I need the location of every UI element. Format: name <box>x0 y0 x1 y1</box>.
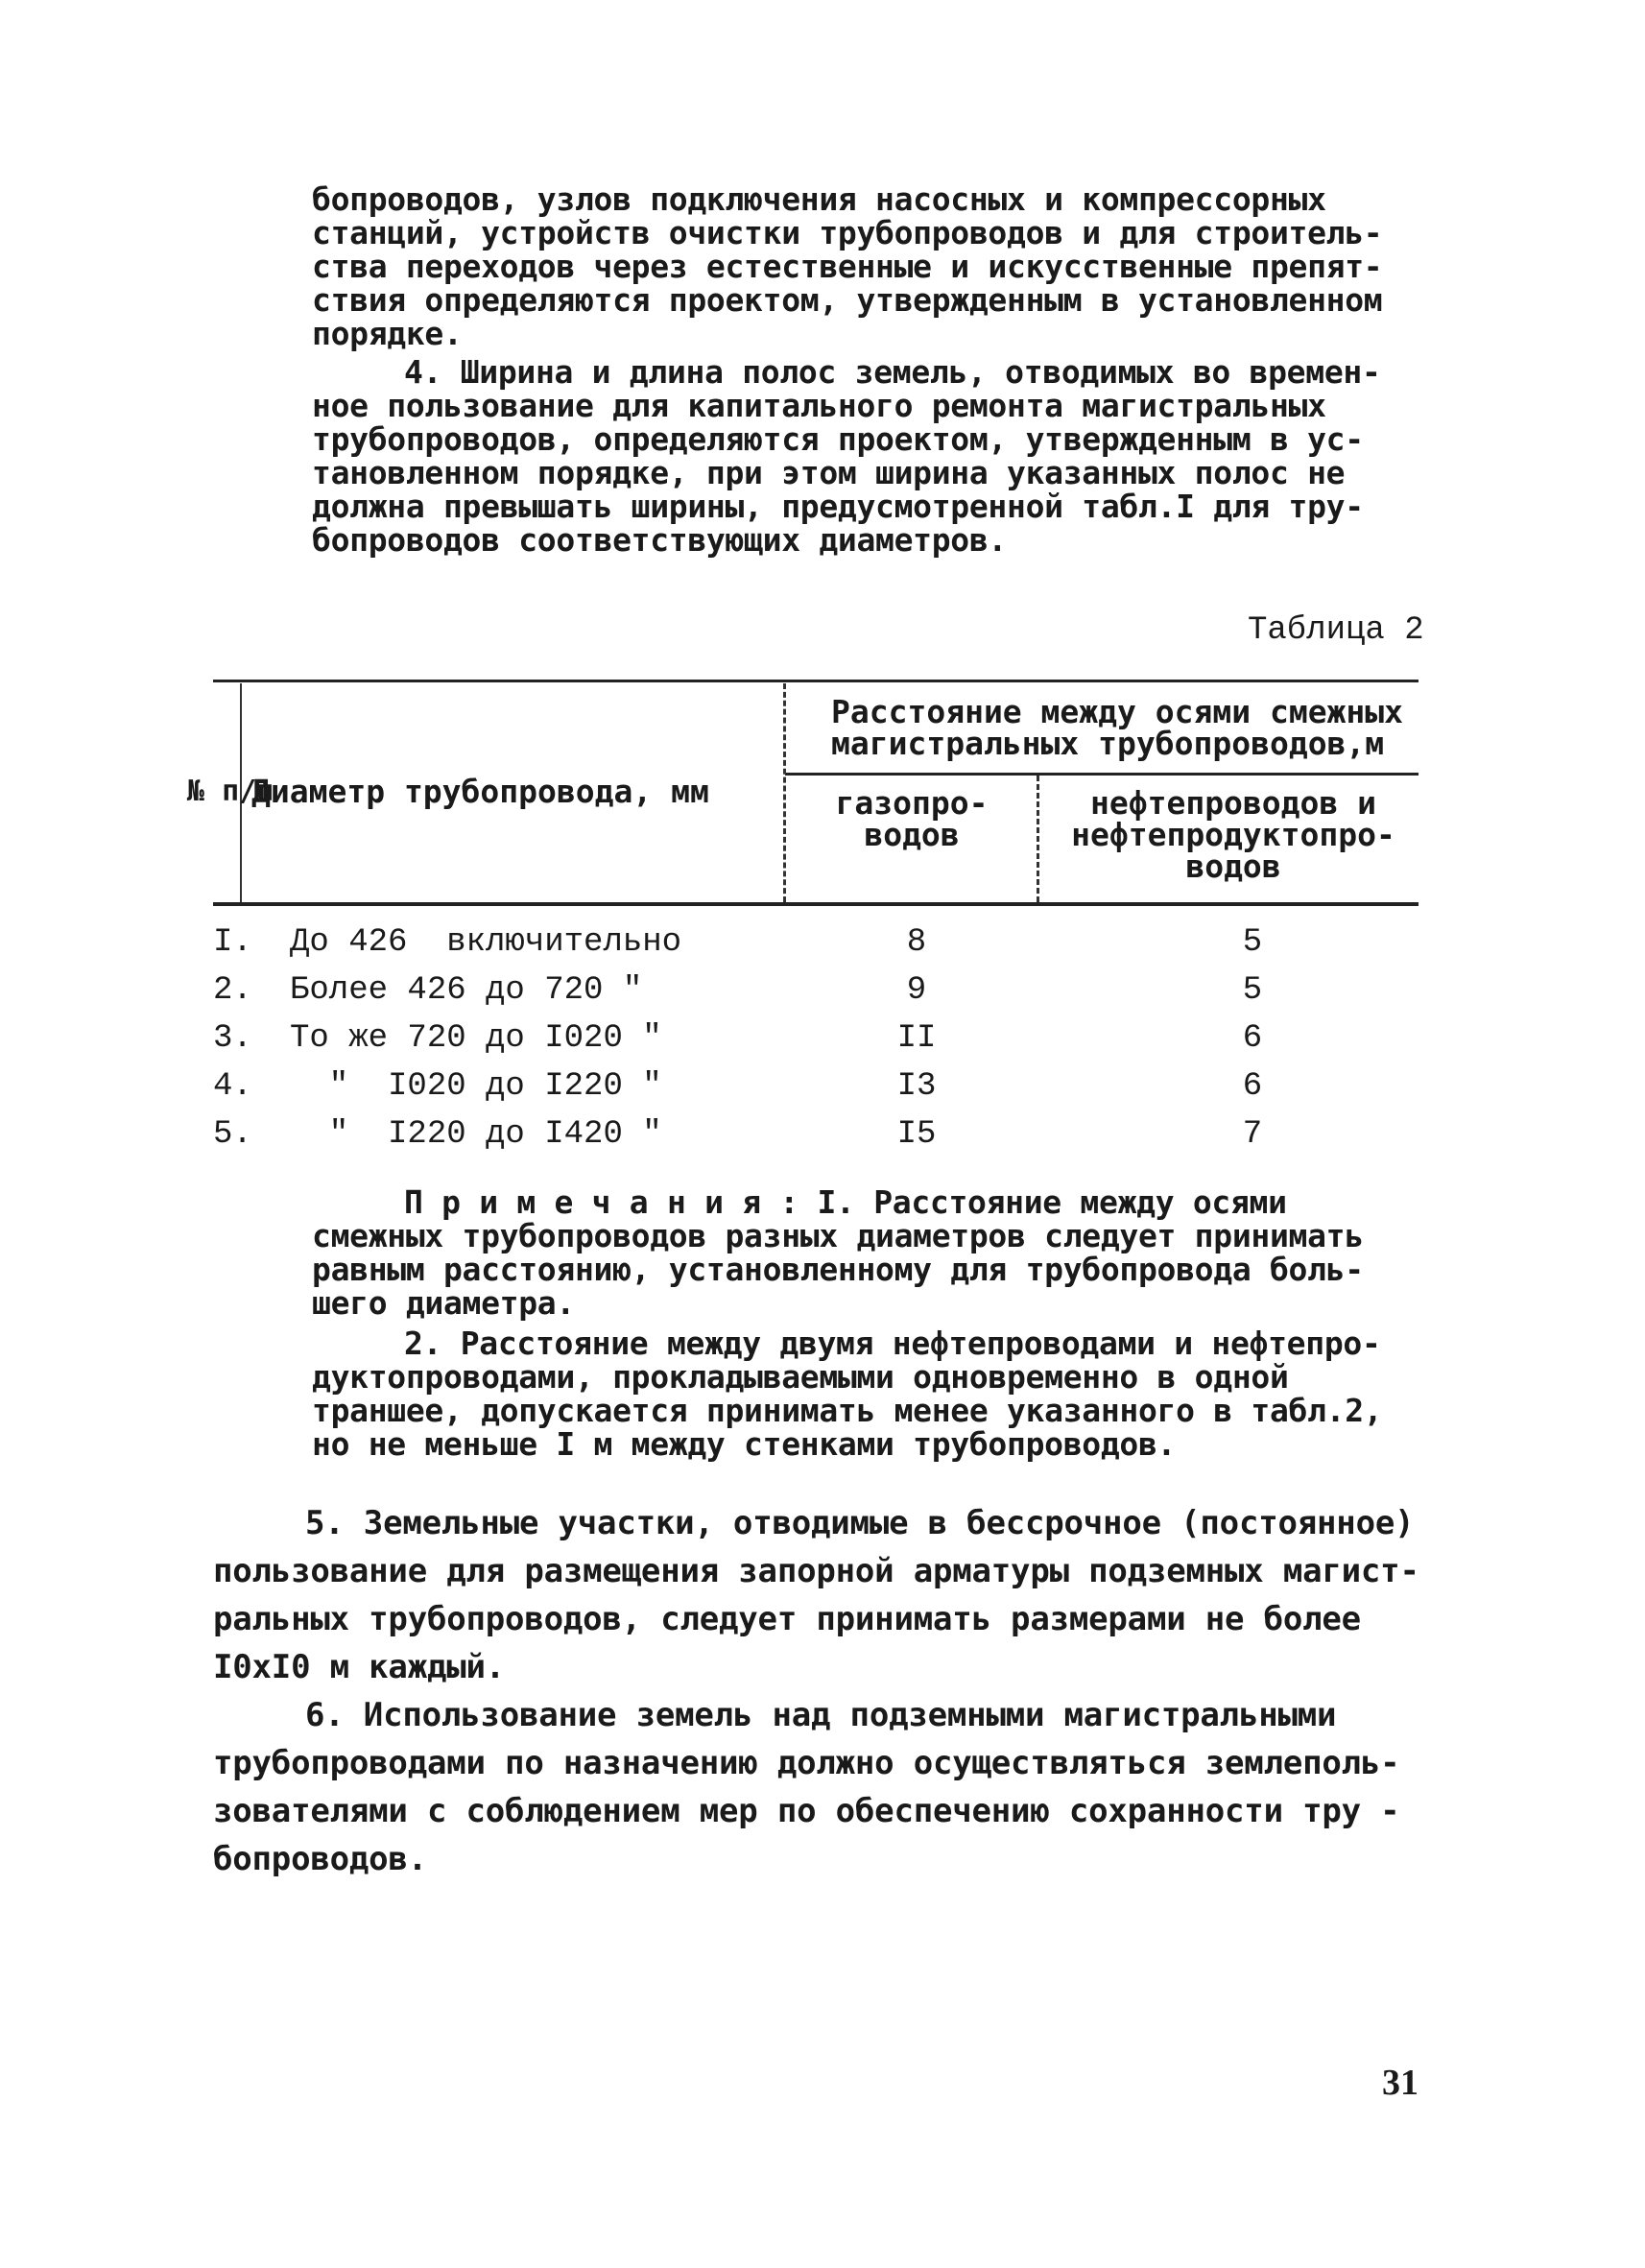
col-num-header: № п/п <box>187 775 274 808</box>
text-line: порядке. <box>312 315 463 352</box>
row-gas-value: 9 <box>906 972 927 1009</box>
text-line: 2. Расстояние между двумя нефтепроводами и нефтепро- <box>404 1325 1381 1362</box>
text-line: но не меньше I м между стенками трубопроводов. <box>312 1425 1177 1463</box>
text-line: смежных трубопроводов разных диаметров следует принимать <box>312 1217 1364 1254</box>
text-line: П р и м е ч а н и я : I. Расстояние между осями <box>404 1183 1287 1221</box>
paragraph-4 <box>312 355 1435 557</box>
row-diameter: " I220 до I420 " <box>290 1116 662 1153</box>
row-oil-value: 5 <box>1242 924 1263 961</box>
row-gas-value: II <box>896 1020 937 1057</box>
text-line: 4. Ширина и длина полос земель, отводимых во времен- <box>404 353 1381 391</box>
row-num: I. <box>213 924 252 961</box>
text-line: I0xI0 м каждый. <box>213 1648 506 1686</box>
row-gas-value: I3 <box>896 1068 937 1105</box>
table-caption: Таблица 2 <box>1248 612 1424 649</box>
col-divider <box>783 683 786 902</box>
row-oil-value: 6 <box>1242 1068 1263 1105</box>
row-diameter: До 426 включительно <box>290 924 682 961</box>
intro-paragraph <box>312 182 1435 350</box>
col-gas-header-line: газопро- <box>835 784 989 822</box>
table-group-rule <box>785 773 1419 776</box>
row-diameter: " I020 до I220 " <box>290 1068 662 1105</box>
table-header-rule <box>213 902 1419 906</box>
text-line: ральных трубопроводов, следует принимать размерами не более <box>213 1600 1361 1638</box>
col-oil-header-line: нефтепроводов и <box>1089 784 1376 822</box>
text-line: ства переходов через естественные и искусственные препят- <box>312 248 1383 285</box>
group-header-line: Расстояние между осями смежных <box>831 693 1404 730</box>
text-line: тановленном порядке, при этом ширина указанных полос не <box>312 454 1346 491</box>
text-line: зователями с соблюдением мер по обеспечению сохранности тру - <box>213 1792 1400 1830</box>
col-diameter-header: Диаметр трубопровода, мм <box>251 773 709 810</box>
col-gas-header-line: водов <box>864 816 960 853</box>
row-num: 2. <box>213 972 252 1009</box>
group-header-line: магистральных трубопроводов,м <box>831 725 1385 762</box>
text-line: бопроводов. <box>213 1840 427 1878</box>
text-line: 6. Использование земель над подземными магистральными <box>305 1696 1337 1734</box>
notes-block-2 <box>312 1326 1435 1461</box>
text-line: трубопроводов, определяются проектом, утвержденным в ус- <box>312 420 1364 458</box>
col-divider <box>1037 776 1039 902</box>
row-num: 3. <box>213 1020 252 1057</box>
text-line: бопроводов соответствующих диаметров. <box>312 521 1008 559</box>
text-line: 5. Земельные участки, отводимые в бессрочное (постоянное) <box>305 1504 1415 1542</box>
col-oil-header-line: нефтепродуктопро- <box>1071 816 1395 853</box>
text-line: бопроводов, узлов подключения насосных и компрессорных <box>312 180 1326 218</box>
text-line: трубопроводами по назначению должно осуществляться землеполь- <box>213 1744 1400 1782</box>
notes-block <box>312 1185 1435 1320</box>
text-line: ное пользование для капитального ремонта магистральных <box>312 387 1326 424</box>
text-line: ствия определяются проектом, утвержденным в установленном <box>312 281 1383 319</box>
text-line: шего диаметра. <box>312 1284 575 1322</box>
text-line: равным расстоянию, установленному для трубопровода боль- <box>312 1251 1364 1288</box>
row-oil-value: 6 <box>1242 1020 1263 1057</box>
page-number: 31 <box>1382 2063 1419 2103</box>
row-gas-value: 8 <box>906 924 927 961</box>
row-oil-value: 5 <box>1242 972 1263 1009</box>
row-diameter: То же 720 до I020 " <box>290 1020 662 1057</box>
row-diameter: Более 426 до 720 " <box>290 972 643 1009</box>
paragraph-6 <box>213 1691 1451 1883</box>
row-num: 5. <box>213 1116 252 1153</box>
text-line: траншее, допускается принимать менее указанного в табл.2, <box>312 1392 1383 1429</box>
text-line: пользование для размещения запорной арматуры подземных магист- <box>213 1552 1419 1590</box>
text-line: станций, устройств очистки трубопроводов и для строитель- <box>312 214 1383 251</box>
text-line: должна превышать ширины, предусмотренной табл.I для тру- <box>312 488 1364 525</box>
row-num: 4. <box>213 1068 252 1105</box>
col-oil-header-line: водов <box>1185 848 1281 885</box>
row-gas-value: I5 <box>896 1116 937 1153</box>
row-oil-value: 7 <box>1242 1116 1263 1153</box>
text-line: дуктопроводами, прокладываемыми одновременно в одной <box>312 1358 1289 1396</box>
table-top-rule <box>213 680 1419 682</box>
paragraph-5 <box>213 1499 1451 1691</box>
